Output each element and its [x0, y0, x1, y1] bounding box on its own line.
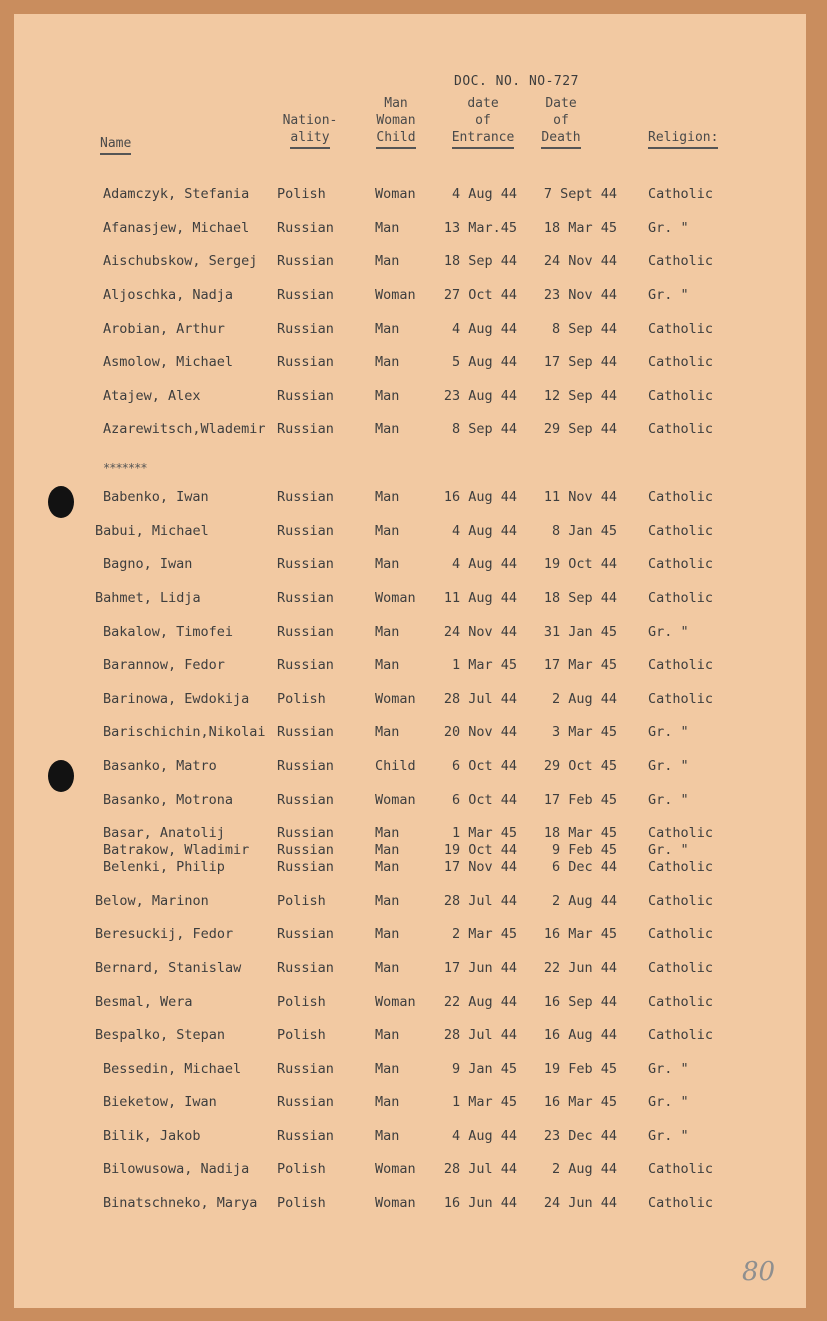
- cell-entrance: 1 Mar 45: [451, 825, 517, 841]
- cell-name: Bakalow, Timofei: [103, 624, 234, 640]
- cell-entrance: 4 Aug 44: [451, 186, 517, 202]
- cell-death: 7 Sept 44: [543, 186, 617, 202]
- cell-death: 8 Sep 44: [551, 321, 617, 337]
- cell-nationality: Russian: [277, 321, 334, 337]
- cell-name: Azarewitsch,Wlademir: [103, 421, 266, 437]
- cell-nationality: Russian: [277, 253, 334, 269]
- cell-sex: Man: [375, 624, 400, 640]
- cell-religion: Catholic: [648, 253, 714, 269]
- cell-entrance: 13 Mar.45: [443, 220, 517, 236]
- cell-nationality: Russian: [277, 842, 334, 858]
- table-row: [14, 287, 806, 307]
- cell-death: 16 Mar 45: [543, 926, 617, 942]
- cell-death: 29 Oct 45: [543, 758, 617, 774]
- cell-religion: Catholic: [648, 321, 714, 337]
- cell-entrance: 6 Oct 44: [451, 758, 517, 774]
- cell-sex: Woman: [375, 994, 416, 1010]
- table-row: [14, 321, 806, 341]
- cell-entrance: 19 Oct 44: [443, 842, 517, 858]
- cell-sex: Man: [375, 960, 400, 976]
- cell-nationality: Russian: [277, 354, 334, 370]
- cell-name: Below, Marinon: [95, 893, 209, 909]
- cell-religion: Catholic: [648, 186, 714, 202]
- cell-nationality: Russian: [277, 657, 334, 673]
- cell-religion: Catholic: [648, 421, 714, 437]
- separator: *******: [103, 461, 147, 475]
- cell-name: Batrakow, Wladimir: [103, 842, 250, 858]
- cell-religion: Gr. ": [648, 792, 689, 808]
- cell-name: Belenki, Philip: [103, 859, 225, 875]
- cell-name: Basar, Anatolij: [103, 825, 225, 841]
- cell-entrance: 17 Jun 44: [443, 960, 517, 976]
- cell-sex: Man: [375, 842, 400, 858]
- cell-name: Besmal, Wera: [95, 994, 193, 1010]
- cell-name: Bagno, Iwan: [103, 556, 193, 572]
- cell-death: 31 Jan 45: [543, 624, 617, 640]
- table-row: [14, 1161, 806, 1181]
- cell-name: Asmolow, Michael: [103, 354, 234, 370]
- cell-sex: Man: [375, 556, 400, 572]
- cell-religion: Catholic: [648, 354, 714, 370]
- cell-nationality: Polish: [277, 994, 326, 1010]
- cell-entrance: 4 Aug 44: [451, 556, 517, 572]
- cell-religion: Catholic: [648, 825, 714, 841]
- cell-death: 19 Oct 44: [543, 556, 617, 572]
- cell-nationality: Russian: [277, 556, 334, 572]
- cell-entrance: 9 Jan 45: [451, 1061, 517, 1077]
- cell-entrance: 28 Jul 44: [443, 893, 517, 909]
- cell-name: Basanko, Matro: [103, 758, 217, 774]
- cell-sex: Woman: [375, 691, 416, 707]
- header-religion: Religion:: [648, 129, 718, 149]
- cell-religion: Catholic: [648, 590, 714, 606]
- cell-sex: Man: [375, 523, 400, 539]
- cell-sex: Man: [375, 421, 400, 437]
- table-row: [14, 926, 806, 946]
- cell-religion: Catholic: [648, 1161, 714, 1177]
- cell-death: 2 Aug 44: [551, 893, 617, 909]
- cell-death: 22 Jun 44: [543, 960, 617, 976]
- cell-name: Beresuckij, Fedor: [95, 926, 234, 942]
- cell-name: Adamczyk, Stefania: [103, 186, 250, 202]
- cell-religion: Gr. ": [648, 287, 689, 303]
- table-row: [14, 1128, 806, 1148]
- cell-nationality: Polish: [277, 1195, 326, 1211]
- cell-sex: Woman: [375, 186, 416, 202]
- cell-entrance: 24 Nov 44: [443, 624, 517, 640]
- cell-death: 17 Sep 44: [543, 354, 617, 370]
- cell-religion: Catholic: [648, 960, 714, 976]
- cell-death: 24 Nov 44: [543, 253, 617, 269]
- cell-religion: Catholic: [648, 556, 714, 572]
- cell-entrance: 4 Aug 44: [451, 523, 517, 539]
- cell-sex: Man: [375, 859, 400, 875]
- cell-nationality: Polish: [277, 1027, 326, 1043]
- cell-sex: Man: [375, 893, 400, 909]
- table-row: [14, 994, 806, 1014]
- cell-death: 16 Mar 45: [543, 1094, 617, 1110]
- table-row: [14, 1061, 806, 1081]
- header-sex: Man Woman Child: [364, 95, 428, 149]
- cell-religion: Catholic: [648, 523, 714, 539]
- cell-nationality: Russian: [277, 421, 334, 437]
- cell-nationality: Russian: [277, 792, 334, 808]
- cell-religion: Catholic: [648, 893, 714, 909]
- cell-nationality: Russian: [277, 220, 334, 236]
- cell-death: 2 Aug 44: [551, 691, 617, 707]
- cell-entrance: 2 Mar 45: [451, 926, 517, 942]
- cell-sex: Man: [375, 388, 400, 404]
- cell-sex: Woman: [375, 792, 416, 808]
- cell-sex: Man: [375, 489, 400, 505]
- cell-entrance: 4 Aug 44: [451, 1128, 517, 1144]
- cell-sex: Man: [375, 220, 400, 236]
- table-row: [14, 960, 806, 980]
- cell-death: 19 Feb 45: [543, 1061, 617, 1077]
- cell-religion: Gr. ": [648, 758, 689, 774]
- cell-sex: Woman: [375, 287, 416, 303]
- table-row: [14, 489, 806, 509]
- cell-sex: Man: [375, 1094, 400, 1110]
- table-row: [14, 421, 806, 441]
- cell-death: 17 Mar 45: [543, 657, 617, 673]
- table-row: [14, 859, 806, 879]
- cell-entrance: 20 Nov 44: [443, 724, 517, 740]
- cell-name: Bahmet, Lidja: [95, 590, 201, 606]
- cell-nationality: Russian: [277, 388, 334, 404]
- cell-entrance: 1 Mar 45: [451, 1094, 517, 1110]
- cell-name: Bilowusowa, Nadija: [103, 1161, 250, 1177]
- cell-sex: Man: [375, 724, 400, 740]
- cell-entrance: 17 Nov 44: [443, 859, 517, 875]
- cell-sex: Man: [375, 926, 400, 942]
- header-name: Name: [100, 135, 131, 155]
- cell-name: Babui, Michael: [95, 523, 209, 539]
- table-row: [14, 724, 806, 744]
- cell-death: 18 Sep 44: [543, 590, 617, 606]
- cell-religion: Catholic: [648, 1195, 714, 1211]
- table-row: [14, 1027, 806, 1047]
- cell-sex: Man: [375, 354, 400, 370]
- table-row: [14, 893, 806, 913]
- table-row: [14, 792, 806, 812]
- cell-entrance: 28 Jul 44: [443, 1161, 517, 1177]
- cell-nationality: Russian: [277, 1128, 334, 1144]
- table-row: [14, 691, 806, 711]
- cell-entrance: 11 Aug 44: [443, 590, 517, 606]
- cell-nationality: Russian: [277, 960, 334, 976]
- table-row: [14, 624, 806, 644]
- cell-religion: Gr. ": [648, 220, 689, 236]
- cell-death: 6 Dec 44: [551, 859, 617, 875]
- cell-name: Bieketow, Iwan: [103, 1094, 217, 1110]
- cell-death: 23 Nov 44: [543, 287, 617, 303]
- table-row: [14, 388, 806, 408]
- cell-name: Barischichin,Nikolai: [103, 724, 266, 740]
- cell-name: Basanko, Motrona: [103, 792, 234, 808]
- cell-name: Aljoschka, Nadja: [103, 287, 234, 303]
- cell-entrance: 23 Aug 44: [443, 388, 517, 404]
- cell-nationality: Russian: [277, 590, 334, 606]
- cell-sex: Woman: [375, 1195, 416, 1211]
- header-nationality: Nation- ality: [270, 112, 350, 149]
- cell-entrance: 22 Aug 44: [443, 994, 517, 1010]
- cell-death: 18 Mar 45: [543, 220, 617, 236]
- cell-religion: Catholic: [648, 926, 714, 942]
- document-number: DOC. NO. NO-727: [454, 74, 579, 89]
- cell-nationality: Russian: [277, 825, 334, 841]
- cell-name: Atajew, Alex: [103, 388, 201, 404]
- cell-name: Bespalko, Stepan: [95, 1027, 226, 1043]
- cell-nationality: Russian: [277, 523, 334, 539]
- cell-nationality: Polish: [277, 1161, 326, 1177]
- cell-nationality: Polish: [277, 893, 326, 909]
- cell-religion: Gr. ": [648, 842, 689, 858]
- cell-religion: Gr. ": [648, 1061, 689, 1077]
- header-death: Date of Death: [532, 95, 590, 149]
- cell-religion: Catholic: [648, 388, 714, 404]
- cell-sex: Man: [375, 825, 400, 841]
- table-row: [14, 253, 806, 273]
- cell-name: Aischubskow, Sergej: [103, 253, 258, 269]
- cell-entrance: 18 Sep 44: [443, 253, 517, 269]
- table-row: [14, 523, 806, 543]
- table-row: [14, 1094, 806, 1114]
- cell-entrance: 16 Aug 44: [443, 489, 517, 505]
- cell-entrance: 6 Oct 44: [451, 792, 517, 808]
- cell-entrance: 28 Jul 44: [443, 1027, 517, 1043]
- cell-death: 9 Feb 45: [551, 842, 617, 858]
- cell-sex: Man: [375, 321, 400, 337]
- cell-name: Afanasjew, Michael: [103, 220, 250, 236]
- cell-sex: Man: [375, 1027, 400, 1043]
- cell-religion: Catholic: [648, 859, 714, 875]
- cell-name: Arobian, Arthur: [103, 321, 225, 337]
- cell-entrance: 1 Mar 45: [451, 657, 517, 673]
- table-row: [14, 220, 806, 240]
- cell-entrance: 4 Aug 44: [451, 321, 517, 337]
- cell-sex: Man: [375, 1128, 400, 1144]
- cell-nationality: Russian: [277, 1094, 334, 1110]
- cell-death: 8 Jan 45: [551, 523, 617, 539]
- cell-death: 16 Aug 44: [543, 1027, 617, 1043]
- cell-religion: Catholic: [648, 489, 714, 505]
- cell-name: Binatschneko, Marya: [103, 1195, 258, 1211]
- document-page: [14, 14, 806, 1308]
- cell-religion: Gr. ": [648, 1094, 689, 1110]
- cell-sex: Child: [375, 758, 416, 774]
- table-row: [14, 758, 806, 778]
- cell-death: 17 Feb 45: [543, 792, 617, 808]
- cell-nationality: Russian: [277, 287, 334, 303]
- cell-sex: Man: [375, 1061, 400, 1077]
- cell-nationality: Russian: [277, 859, 334, 875]
- cell-death: 16 Sep 44: [543, 994, 617, 1010]
- cell-name: Babenko, Iwan: [103, 489, 209, 505]
- table-row: [14, 1195, 806, 1215]
- cell-nationality: Polish: [277, 691, 326, 707]
- cell-religion: Catholic: [648, 1027, 714, 1043]
- cell-death: 11 Nov 44: [543, 489, 617, 505]
- cell-nationality: Russian: [277, 758, 334, 774]
- cell-religion: Gr. ": [648, 724, 689, 740]
- cell-sex: Woman: [375, 1161, 416, 1177]
- cell-name: Barinowa, Ewdokija: [103, 691, 250, 707]
- cell-religion: Catholic: [648, 691, 714, 707]
- cell-nationality: Russian: [277, 724, 334, 740]
- cell-entrance: 27 Oct 44: [443, 287, 517, 303]
- table-row: [14, 590, 806, 610]
- cell-nationality: Russian: [277, 1061, 334, 1077]
- cell-death: 24 Jun 44: [543, 1195, 617, 1211]
- cell-nationality: Polish: [277, 186, 326, 202]
- cell-death: 3 Mar 45: [551, 724, 617, 740]
- table-row: [14, 657, 806, 677]
- cell-religion: Catholic: [648, 994, 714, 1010]
- cell-name: Bessedin, Michael: [103, 1061, 242, 1077]
- cell-death: 2 Aug 44: [551, 1161, 617, 1177]
- cell-religion: Gr. ": [648, 1128, 689, 1144]
- cell-entrance: 5 Aug 44: [451, 354, 517, 370]
- cell-sex: Man: [375, 253, 400, 269]
- cell-sex: Man: [375, 657, 400, 673]
- cell-death: 23 Dec 44: [543, 1128, 617, 1144]
- cell-nationality: Russian: [277, 624, 334, 640]
- cell-entrance: 28 Jul 44: [443, 691, 517, 707]
- cell-religion: Gr. ": [648, 624, 689, 640]
- table-row: [14, 186, 806, 206]
- cell-sex: Woman: [375, 590, 416, 606]
- header-entrance: date of Entrance: [446, 95, 520, 149]
- cell-name: Bilik, Jakob: [103, 1128, 201, 1144]
- handwritten-page-number: 80: [742, 1257, 776, 1287]
- cell-religion: Catholic: [648, 657, 714, 673]
- table-row: [14, 354, 806, 374]
- cell-entrance: 8 Sep 44: [451, 421, 517, 437]
- cell-nationality: Russian: [277, 489, 334, 505]
- cell-death: 18 Mar 45: [543, 825, 617, 841]
- cell-death: 12 Sep 44: [543, 388, 617, 404]
- cell-entrance: 16 Jun 44: [443, 1195, 517, 1211]
- cell-nationality: Russian: [277, 926, 334, 942]
- cell-name: Barannow, Fedor: [103, 657, 225, 673]
- cell-name: Bernard, Stanislaw: [95, 960, 242, 976]
- cell-death: 29 Sep 44: [543, 421, 617, 437]
- table-row: [14, 556, 806, 576]
